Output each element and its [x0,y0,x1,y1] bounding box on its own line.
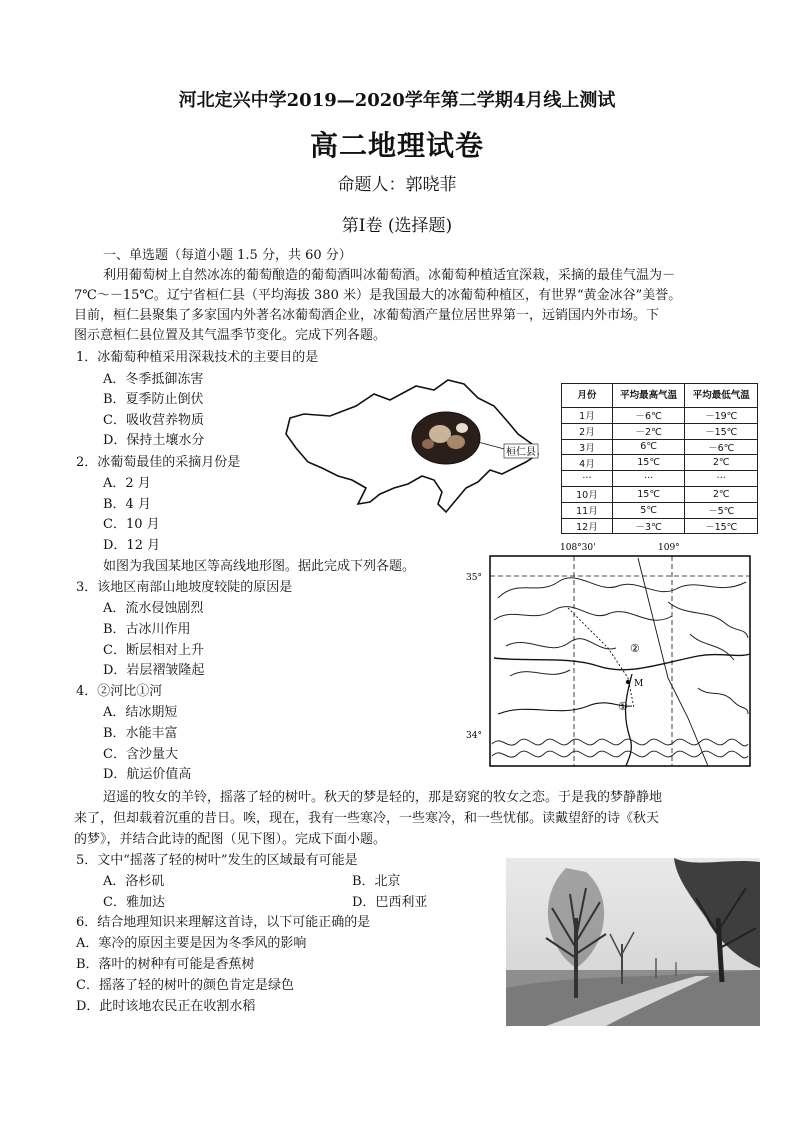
table-cell: 3月 [562,439,613,455]
table-header-month: 月份 [562,384,613,408]
q6-option-b[interactable]: B．落叶的树种有可能是香蕉树 [76,957,255,972]
q5-option-c[interactable]: C．雅加达 [103,895,165,910]
river-1-label: ① [618,700,628,713]
q3-option-a[interactable]: A．流水侵蚀剧烈 [103,601,204,616]
volume-title: 第Ⅰ卷 (选择题) [341,216,453,236]
q5-option-b[interactable]: B．北京 [352,874,401,889]
author-line: 命题人：郭晓菲 [337,175,457,195]
lat-label-2: 34° [466,731,482,741]
climate-table [561,383,758,534]
contour-map [458,538,762,770]
q3-option-b[interactable]: B．古冰川作用 [103,622,191,637]
lon-label-2: 109° [658,543,680,553]
section-heading: 一、单选题（每道小题 1.5 分，共 60 分） [103,248,352,263]
table-cell: －2℃ [612,423,685,439]
table-cell: －6℃ [685,439,758,455]
lon-label-1: 108°30' [560,543,596,553]
question-5-stem: 5．文中“摇落了轻的树叶”发生的区域最有可能是 [76,853,358,868]
q6-option-c[interactable]: C．摇落了轻的树叶的颜色肯定是绿色 [76,978,294,993]
river-2-label: ② [630,642,640,655]
huanren-label: 桓仁县 [506,447,536,458]
passage3-line-3: 的梦》，并结合此诗的配图（见下图）。完成下面小题。 [74,832,387,847]
table-cell: ··· [612,471,685,487]
table-cell: －5℃ [685,502,758,518]
table-cell: 2℃ [685,486,758,502]
passage2: 如图为我国某地区等高线地形图。据此完成下列各题。 [103,559,416,574]
q2-option-b[interactable]: B．4 月 [103,497,151,512]
liaoning-location-map [282,376,544,516]
q1-option-a[interactable]: A．冬季抵御冻害 [103,372,204,387]
passage1-line-1: 利用葡萄树上自然冰冻的葡萄酿造的葡萄酒叫冰葡萄酒。冰葡萄种植适宜深栽，采摘的最佳气温为－ [103,268,676,283]
passage1-line-2: 7℃～－15℃。辽宁省桓仁县（平均海拔 380 米）是我国最大的冰葡萄种植区，有世界“黄金冰谷”美誉。 [74,288,682,303]
table-cell: ··· [685,471,758,487]
table-cell: －3℃ [612,518,685,534]
question-4-stem: 4．②河比①河 [76,684,163,699]
question-3-stem: 3．该地区南部山地坡度较陡的原因是 [76,580,293,595]
table-cell: 15℃ [612,455,685,471]
q6-option-d[interactable]: D．此时该地农民正在收割水稻 [76,999,256,1014]
table-cell: 10月 [562,486,613,502]
table-cell: －6℃ [612,408,685,424]
table-cell: 4月 [562,455,613,471]
school-exam-title: 河北定兴中学2019—2020学年第二学期4月线上测试 [178,90,616,111]
passage3-line-1: 迢遥的牧女的羊铃，摇落了轻的树叶。秋天的梦是轻的，那是窈窕的牧女之恋。于是我的梦静静地 [103,790,663,805]
question-6-stem: 6．结合地理知识来理解这首诗，以下可能正确的是 [76,915,371,930]
q1-option-c[interactable]: C．吸收营养物质 [103,413,204,428]
table-cell: ··· [562,471,613,487]
q3-option-c[interactable]: C．断层相对上升 [103,643,204,658]
table-cell: －19℃ [685,408,758,424]
q1-option-b[interactable]: B．夏季防止倒伏 [103,392,204,407]
point-m-label: M [634,679,644,689]
table-cell: 5℃ [612,502,685,518]
table-cell: 12月 [562,518,613,534]
passage1-line-3: 目前，桓仁县聚集了多家国内外著名冰葡萄酒企业，冰葡萄酒产量位居世界第一，远销国内外市场。下 [74,308,660,323]
table-cell: －15℃ [685,423,758,439]
paper-title: 高二地理试卷 [309,129,484,162]
table-header-high: 平均最高气温 [612,384,685,408]
lat-label-1: 35° [466,573,482,583]
q6-option-a[interactable]: A．寒冷的原因主要是因为冬季风的影响 [76,936,307,951]
q4-option-d[interactable]: D．航运价值高 [103,767,192,782]
q5-option-a[interactable]: A．洛杉矶 [103,874,165,889]
question-1-stem: 1．冰葡萄种植采用深栽技术的主要目的是 [76,350,319,365]
question-2-stem: 2．冰葡萄最佳的采摘月份是 [76,455,241,470]
q5-option-d[interactable]: D．巴西利亚 [352,895,428,910]
q1-option-d[interactable]: D．保持土壤水分 [103,433,205,448]
table-cell: 11月 [562,502,613,518]
q2-option-d[interactable]: D．12 月 [103,538,161,553]
passage1-line-4: 图示意桓仁县位置及其气温季节变化。完成下列各题。 [74,328,387,343]
q4-option-a[interactable]: A．结冰期短 [103,705,178,720]
q4-option-c[interactable]: C．含沙量大 [103,747,178,762]
table-cell: 2℃ [685,455,758,471]
table-header-low: 平均最低气温 [685,384,758,408]
table-cell: 15℃ [612,486,685,502]
q2-option-a[interactable]: A．2 月 [103,476,151,491]
q4-option-b[interactable]: B．水能丰富 [103,726,178,741]
q2-option-c[interactable]: C．10 月 [103,517,160,532]
table-cell: 1月 [562,408,613,424]
passage3-line-2: 来了，但却载着沉重的昔日。唉，现在，我有一些寒冷，一些寒冷，和一些忧郁。读戴望舒的诗《秋天 [74,811,660,826]
autumn-tree-photo [506,858,760,1026]
table-cell: －15℃ [685,518,758,534]
table-cell: 2月 [562,423,613,439]
q3-option-d[interactable]: D．岩层褶皱隆起 [103,663,205,678]
table-cell: 6℃ [612,439,685,455]
